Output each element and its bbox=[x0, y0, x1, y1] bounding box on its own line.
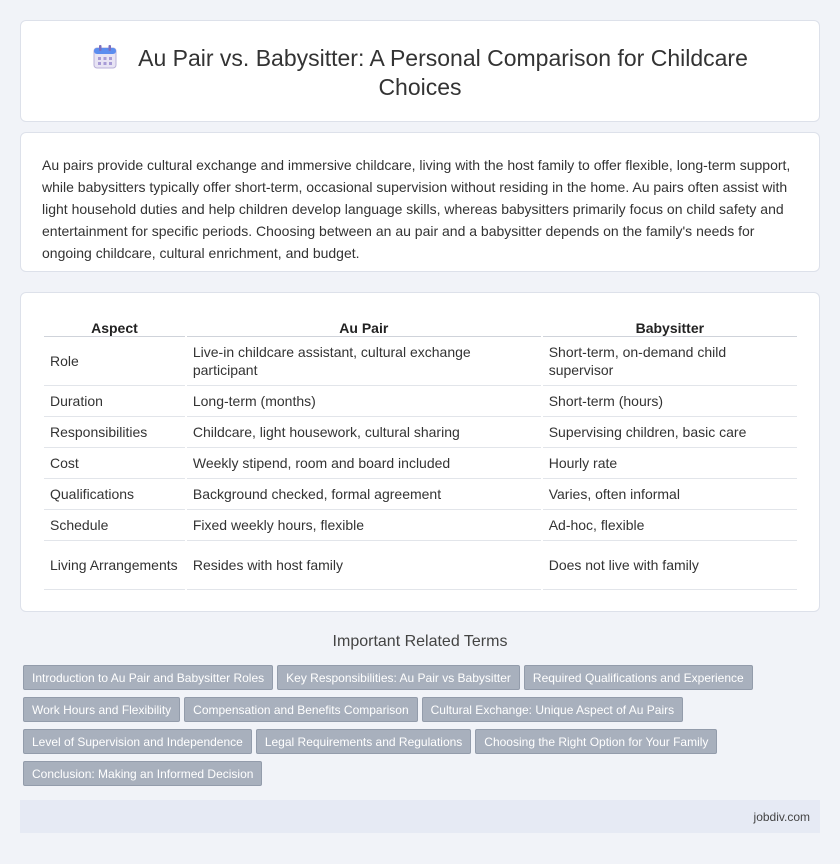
table-cell-aspect: Responsibilities bbox=[44, 417, 185, 448]
table-cell-au-pair: Live-in childcare assistant, cultural exchange participant bbox=[187, 337, 541, 386]
footer bbox=[20, 800, 820, 833]
comparison-table bbox=[42, 315, 799, 590]
calendar-icon bbox=[92, 44, 118, 70]
column-header-au-pair: Au Pair bbox=[187, 315, 541, 337]
table-cell-aspect: Schedule bbox=[44, 510, 185, 541]
table-row bbox=[44, 386, 797, 417]
page-title: Au Pair vs. Babysitter: A Personal Comparison for Childcare Choices bbox=[138, 45, 748, 100]
page-title-wrap bbox=[21, 44, 819, 102]
table-row bbox=[44, 417, 797, 448]
summary-card bbox=[20, 132, 820, 272]
table-row bbox=[44, 510, 797, 541]
table-cell-aspect: Qualifications bbox=[44, 479, 185, 510]
table-cell-babysitter: Does not live with family bbox=[543, 541, 797, 590]
table-cell-babysitter: Supervising children, basic care bbox=[543, 417, 797, 448]
header-card bbox=[20, 20, 820, 122]
table-row bbox=[44, 337, 797, 386]
related-term-tag[interactable]: Cultural Exchange: Unique Aspect of Au Pairs bbox=[422, 697, 683, 722]
footer-site-link[interactable]: jobdiv.com bbox=[753, 810, 810, 824]
table-cell-au-pair: Background checked, formal agreement bbox=[187, 479, 541, 510]
related-term-tag[interactable]: Conclusion: Making an Informed Decision bbox=[23, 761, 262, 786]
related-term-tag[interactable]: Introduction to Au Pair and Babysitter Roles bbox=[23, 665, 273, 690]
table-cell-babysitter: Short-term (hours) bbox=[543, 386, 797, 417]
related-terms-title: Important Related Terms bbox=[332, 633, 508, 650]
table-cell-au-pair: Resides with host family bbox=[187, 541, 541, 590]
related-terms-list bbox=[23, 665, 783, 793]
summary-text: Au pairs provide cultural exchange and immersive childcare, living with the host family to offer flexible, long-term support, while babysitters typically offer short-term, occasional supervision without residing in the home. Au pairs often assist with light household duties and help children develop language skills, whereas babysitters primarily focus on child safety and entertainment for specific periods. Choosing between an au pair and a babysitter depends on the family's needs for ongoing childcare, cultural enrichment, and budget. bbox=[42, 157, 791, 261]
table-cell-aspect: Role bbox=[44, 337, 185, 386]
table-row bbox=[44, 541, 797, 590]
table-row bbox=[44, 448, 797, 479]
table-cell-aspect: Duration bbox=[44, 386, 185, 417]
column-header-babysitter: Babysitter bbox=[543, 315, 797, 337]
related-term-tag[interactable]: Key Responsibilities: Au Pair vs Babysitter bbox=[277, 665, 520, 690]
table-cell-au-pair: Weekly stipend, room and board included bbox=[187, 448, 541, 479]
table-cell-babysitter: Short-term, on-demand child supervisor bbox=[543, 337, 797, 386]
related-term-tag[interactable]: Work Hours and Flexibility bbox=[23, 697, 180, 722]
table-cell-au-pair: Long-term (months) bbox=[187, 386, 541, 417]
table-cell-aspect: Living Arrangements bbox=[44, 541, 185, 590]
table-header-row bbox=[44, 315, 797, 337]
comparison-table-card bbox=[20, 292, 820, 612]
related-term-tag[interactable]: Choosing the Right Option for Your Family bbox=[475, 729, 717, 754]
related-term-tag[interactable]: Compensation and Benefits Comparison bbox=[184, 697, 417, 722]
table-cell-au-pair: Childcare, light housework, cultural sharing bbox=[187, 417, 541, 448]
column-header-aspect: Aspect bbox=[44, 315, 185, 337]
related-term-tag[interactable]: Legal Requirements and Regulations bbox=[256, 729, 471, 754]
related-term-tag[interactable]: Level of Supervision and Independence bbox=[23, 729, 252, 754]
related-term-tag[interactable]: Required Qualifications and Experience bbox=[524, 665, 753, 690]
table-cell-babysitter: Ad-hoc, flexible bbox=[543, 510, 797, 541]
table-row bbox=[44, 479, 797, 510]
table-cell-au-pair: Fixed weekly hours, flexible bbox=[187, 510, 541, 541]
table-cell-aspect: Cost bbox=[44, 448, 185, 479]
table-cell-babysitter: Varies, often informal bbox=[543, 479, 797, 510]
table-cell-babysitter: Hourly rate bbox=[543, 448, 797, 479]
